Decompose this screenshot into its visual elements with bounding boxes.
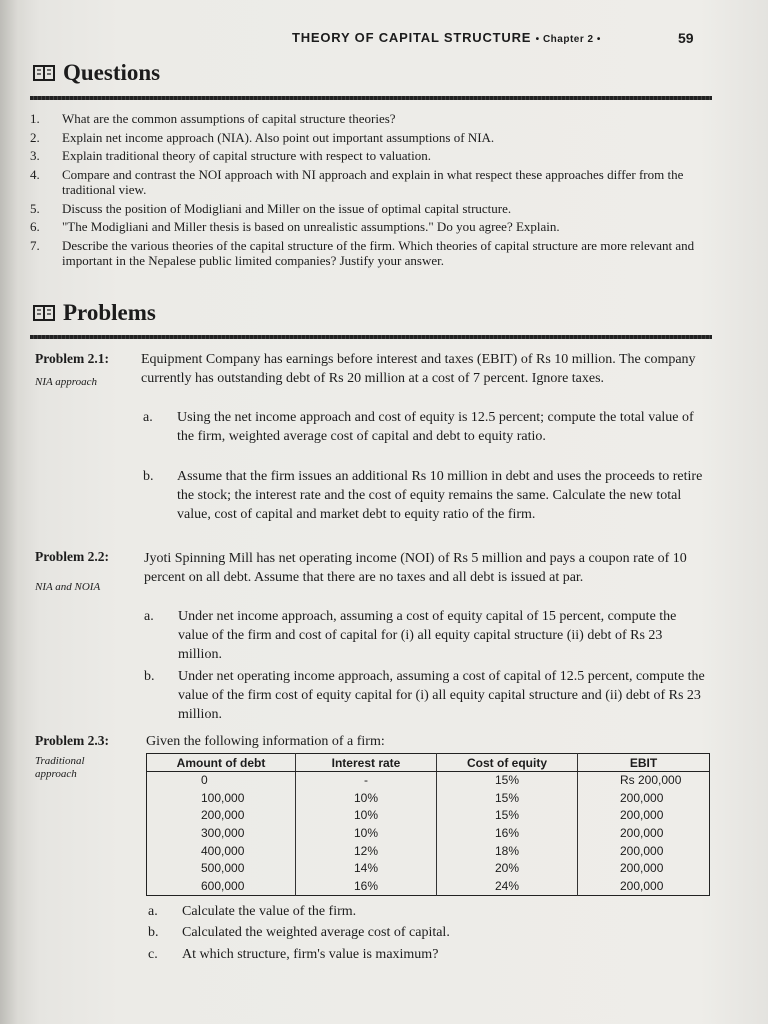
problem-2-1-text: Equipment Company has earnings before interest and taxes (EBIT) of Rs 10 million. The company currently has outstanding debt of Rs 20 million at a cost of 7 percent. Ignore taxes.	[141, 352, 696, 386]
problem-2-1-tag: NIA approach	[35, 376, 98, 388]
running-title: THEORY OF CAPITAL STRUCTURE	[292, 30, 532, 45]
problem-2-2-text: Jyoti Spinning Mill has net operating income (NOI) of Rs 5 million and pays a coupon rate of 10 percent on all debt. Assume that there are no taxes and all debt is issued at par.	[144, 551, 687, 585]
running-header: THEORY OF CAPITAL STRUCTURE • Chapter 2 •	[292, 30, 601, 45]
table-row: 200,000 10% 15% 200,000	[147, 807, 710, 825]
list-item: 3. Explain traditional theory of capital structure with respect to valuation.	[30, 148, 431, 163]
problem-2-3-part-c: c. At which structure, firm's value is maximum?	[148, 947, 439, 962]
problem-2-2-part-b: b. Under net operating income approach, assuming a cost of capital of 12.5 percent, compute the value of the firm cost of equity capital for (i) all equity capital structure and (ii) debt of Rs 23 million.	[144, 669, 705, 722]
section-divider	[30, 96, 712, 100]
col-amount-of-debt: Amount of debt	[147, 754, 296, 772]
list-item: 1. What are the common assumptions of capital structure theories?	[30, 111, 396, 126]
problem-2-3-label: Problem 2.3:	[35, 733, 109, 748]
book-icon	[33, 304, 55, 322]
problems-title: Problems	[63, 300, 156, 325]
table-header-row	[147, 754, 710, 772]
section-divider	[30, 335, 712, 339]
col-ebit: EBIT	[578, 754, 710, 772]
problem-2-3-part-a: a. Calculate the value of the firm.	[148, 904, 357, 919]
list-item: 5. Discuss the position of Modigliani and Miller on the issue of optimal capital structure.	[30, 200, 512, 216]
book-icon	[33, 64, 55, 82]
list-item: 2. Explain net income approach (NIA). Also point out important assumptions of NIA.	[30, 129, 495, 145]
list-item: 4. Compare and contrast the NOI approach with NI approach and explain in what respect these approaches differ from the traditional view.	[30, 166, 684, 197]
list-item: 7. Describe the various theories of the capital structure of the firm. Which theories of capital structure are more relevant and important in the Nepalese public limited companies? Justify your answer.	[30, 237, 695, 268]
problem-2-1-label: Problem 2.1:	[35, 351, 109, 366]
problems-heading	[33, 300, 156, 326]
problem-2-1-part-a: a. Using the net income approach and cost of equity is 12.5 percent; compute the total value of the firm, weighted average cost of capital and debt to equity ratio.	[143, 410, 694, 444]
page-number: 59	[678, 30, 694, 46]
table-row: 300,000 10% 16% 200,000	[147, 825, 710, 843]
questions-heading	[33, 60, 160, 86]
debt-equity-table	[146, 753, 710, 896]
table-row: 100,000 10% 15% 200,000	[147, 790, 710, 808]
list-item: 6. "The Modigliani and Miller thesis is based on unrealistic assumptions." Do you agree? Explain.	[30, 219, 560, 234]
col-interest-rate: Interest rate	[296, 754, 437, 772]
col-cost-of-equity: Cost of equity	[437, 754, 578, 772]
book-spine-shadow	[0, 0, 26, 1024]
problem-2-3-tag: Traditional approach	[35, 755, 85, 780]
problem-2-2-tag: NIA and NOIA	[35, 581, 101, 593]
questions-list	[30, 111, 710, 272]
chapter-label: Chapter 2	[542, 34, 594, 45]
problem-2-2-label: Problem 2.2:	[35, 549, 109, 564]
problem-2-3-part-b: b. Calculated the weighted average cost of capital.	[148, 925, 450, 940]
problem-2-2-part-a: a. Under net income approach, assuming a cost of equity capital of 15 percent, compute the value of the firm and cost of capital for (i) all equity capital structure (ii) debt of Rs 23 million.	[144, 609, 677, 662]
table-row: 600,000 16% 24% 200,000	[147, 878, 710, 896]
questions-title: Questions	[63, 60, 161, 85]
table-row: 0 - 15% Rs 200,000	[147, 772, 710, 790]
problem-2-1-part-b: b. Assume that the firm issues an additional Rs 10 million in debt and uses the proceeds to retire the stock; the interest rate and the cost of equity remains the same. Calculate the new total value, cost of capital and market debt to equity ratio of the firm.	[143, 469, 703, 522]
table-row: 500,000 14% 20% 200,000	[147, 860, 710, 878]
table-row: 400,000 12% 18% 200,000	[147, 842, 710, 860]
problem-2-3-text: Given the following information of a firm:	[146, 734, 385, 749]
